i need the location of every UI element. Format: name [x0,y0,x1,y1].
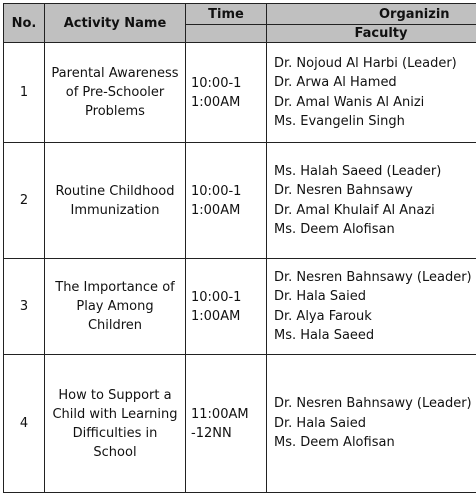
header-organizing: Organizin [266,3,476,25]
row-3-time [185,258,267,355]
activity-table [3,3,476,493]
row-3-faculty-name: Ms. Hala Saeed [274,328,375,343]
row-1-faculty-name: Dr. Arwa Al Hamed [274,75,397,90]
row-3-time-text: 10:00-11:00AM [191,289,242,324]
row-1-faculty-name: Ms. Evangelin Singh [274,114,405,129]
row-4-faculty-name: Ms. Deem Alofisan [274,435,395,451]
header-no: No. [3,3,45,43]
row-2-faculty-name: Dr. Nesren Bahnsawy [274,183,413,198]
row-1-activity: Parental Awareness of Pre-Schooler Problems [44,42,186,143]
row-1-faculty-name: Dr. Nojoud Al Harbi (Leader) [274,55,457,71]
row-4-no: 4 [3,354,45,493]
row-2-faculty-name: Ms. Deem Alofisan [274,222,395,237]
row-4-activity: How to Support a Child with Learning Difficulties in School [44,354,186,493]
row-2-faculty-name: Ms. Halah Saeed (Leader) [274,163,442,179]
row-4-faculty [266,354,476,493]
row-4-time-text: 11:00AM-12NN [191,406,249,441]
header-faculty: Faculty [266,24,476,43]
row-2-time [185,142,267,259]
row-1-time [185,42,267,143]
row-1-no: 1 [3,42,45,143]
row-4-faculty-name: Dr. Hala Saied [274,415,366,431]
row-4-faculty-name: Dr. Nesren Bahnsawy (Leader) [274,396,472,412]
row-1-time-text: 10:00-11:00AM [191,75,242,110]
row-2-faculty [266,142,476,259]
header-activity-name: Activity Name [44,3,186,43]
row-2-activity: Routine Childhood Immunization [44,142,186,259]
row-3-faculty-name: Dr. Nesren Bahnsawy (Leader) [274,269,472,285]
row-2-time-text: 10:00-11:00AM [191,183,242,218]
row-3-faculty-name: Dr. Alya Farouk [274,308,372,324]
row-2-faculty-name: Dr. Amal Khulaif Al Anazi [274,202,435,218]
row-3-no: 3 [3,258,45,355]
row-1-faculty [266,42,476,143]
row-3-faculty-name: Dr. Hala Saied [274,289,366,304]
header-time-sub [185,24,267,43]
row-1-faculty-name: Dr. Amal Wanis Al Anizi [274,94,425,110]
header-time: Time [185,3,267,25]
row-3-faculty [266,258,476,355]
row-2-no: 2 [3,142,45,259]
row-4-time [185,354,267,493]
row-3-activity: The Importance of Play Among Children [44,258,186,355]
